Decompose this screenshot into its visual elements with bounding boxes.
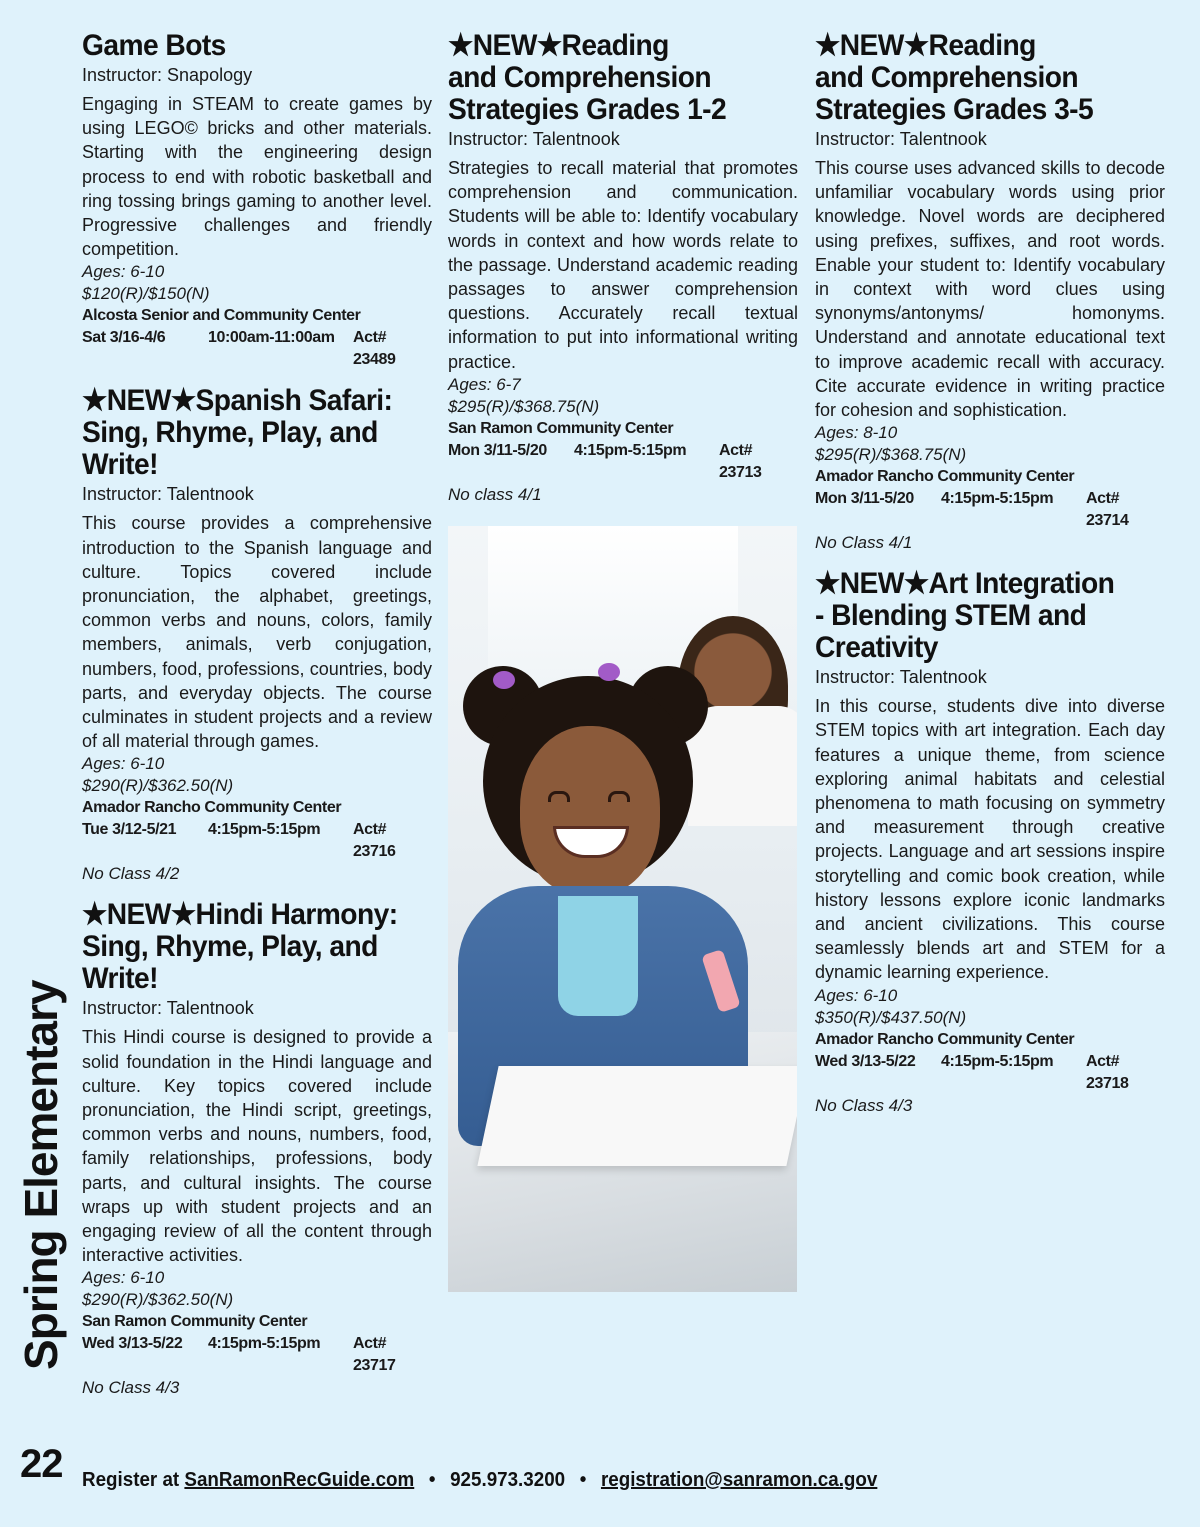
course-time: 10:00am-11:00am <box>208 329 335 347</box>
course-title-line: ★NEW★Spanish Safari: <box>82 384 393 418</box>
course-price: $295(R)/$368.75(N) <box>815 445 967 465</box>
course-time: 4:15pm-5:15pm <box>574 441 687 459</box>
course-title-line: Game Bots <box>82 29 226 62</box>
footer <box>82 1466 877 1494</box>
footer-bullet: • <box>428 1469 436 1491</box>
course-schedule <box>82 819 432 863</box>
course-price: $290(R)/$362.50(N) <box>82 776 234 796</box>
course-ages: Ages: 8-10 <box>815 423 898 443</box>
course-dates: Mon 3/11-5/20 <box>815 490 914 508</box>
course-title-line: ★NEW★Hindi Harmony: <box>82 898 398 932</box>
course-ages: Ages: 6-10 <box>82 1268 165 1288</box>
course-instructor: Instructor: Talentnook <box>815 667 987 688</box>
course-activity-number: Act# 23717 <box>353 1335 396 1375</box>
course-title <box>448 30 777 126</box>
course-activity-number: Act# 23718 <box>1086 1052 1129 1092</box>
footer-website-link[interactable]: SanRamonRecGuide.com <box>184 1469 415 1491</box>
course-title-line: Creativity <box>815 631 938 665</box>
course-title <box>815 568 1144 664</box>
course-title-line: and Comprehension <box>815 61 1079 94</box>
column-1 <box>82 30 432 1413</box>
column-2 <box>448 30 798 1292</box>
course-title-line: Write! <box>82 448 159 482</box>
course-title <box>82 899 411 995</box>
photo-face <box>520 726 660 896</box>
course-schedule <box>815 488 1165 532</box>
course-time: 4:15pm-5:15pm <box>208 1335 321 1353</box>
course-instructor: Instructor: Talentnook <box>815 129 987 149</box>
student-photo <box>448 526 797 1292</box>
course-location: Alcosta Senior and Community Center <box>82 307 361 325</box>
course-dates: Tue 3/12-5/21 <box>82 821 177 839</box>
course-activity-number: Act# 23713 <box>719 441 762 481</box>
column-3 <box>815 30 1165 1131</box>
photo-book <box>477 1066 797 1166</box>
course-note: No Class 4/3 <box>815 1095 913 1115</box>
course-ages: Ages: 6-7 <box>448 374 521 394</box>
course-location: San Ramon Community Center <box>448 419 674 437</box>
course-ages: Ages: 6-10 <box>815 985 898 1005</box>
course-title-line: - Blending STEM and <box>815 599 1087 633</box>
course-description: This Hindi course is designed to provide a solid foundation in the Hindi language and culture. Key topics covered include pronunciation, the Hindi script, greetings, common verbs and nouns, numbers, food, family relationships, professions, body parts, and cultural insights. The course wraps up with student projects and an engaging review of all the content through interactive activities. <box>82 1027 432 1266</box>
photo-eye <box>608 791 630 802</box>
course-game-bots <box>82 30 432 371</box>
course-hindi-harmony <box>82 899 432 1399</box>
course-title-line: Write! <box>82 962 159 996</box>
course-location: Amador Rancho Community Center <box>82 799 342 817</box>
course-dates: Wed 3/13-5/22 <box>815 1052 916 1070</box>
footer-bullet: • <box>579 1469 587 1491</box>
footer-email-link[interactable]: registration@sanramon.ca.gov <box>600 1469 878 1491</box>
course-note: No class 4/1 <box>448 484 542 504</box>
course-ages: Ages: 6-10 <box>82 754 165 774</box>
course-instructor: Instructor: Talentnook <box>82 998 254 1019</box>
course-time: 4:15pm-5:15pm <box>941 490 1054 508</box>
course-price: $295(R)/$368.75(N) <box>448 396 600 416</box>
footer-phone: 925.973.3200 <box>450 1469 566 1491</box>
course-ages: Ages: 6-10 <box>82 262 165 282</box>
course-location: Amador Rancho Community Center <box>815 468 1075 486</box>
course-description: Strategies to recall material that promotes comprehension and communication. Students will be able to: Identify vocabulary words in context and how words relate to the passage. Understand academic reading passages to answer comprehension questions. Accurately recall textual information to put into informational writing practice. <box>448 158 798 372</box>
course-title-line: Strategies Grades 3-5 <box>815 93 1094 126</box>
course-title-line: ★NEW★Reading <box>448 29 669 62</box>
course-reading-grades-1-2 <box>448 30 798 506</box>
course-activity-number: Act# 23716 <box>353 821 396 861</box>
course-schedule <box>82 1333 432 1377</box>
course-price: $350(R)/$437.50(N) <box>815 1007 967 1027</box>
course-instructor: Instructor: Talentnook <box>82 484 254 505</box>
course-price: $290(R)/$362.50(N) <box>82 1290 234 1310</box>
course-title-line: and Comprehension <box>448 61 712 94</box>
section-sidebar-title: Spring Elementary <box>15 980 67 1370</box>
course-art-integration <box>815 568 1165 1116</box>
course-title <box>82 30 411 62</box>
course-title-line: Strategies Grades 1-2 <box>448 93 727 126</box>
course-description: Engaging in STEAM to create games by using LEGO© bricks and other materials. Starting with the engineering design process to end with robotic basketball and ring tossing brings gaming to another level. Progressive challenges and friendly competition. <box>82 94 432 260</box>
course-note: No Class 4/1 <box>815 533 913 553</box>
course-description: This course uses advanced skills to decode unfamiliar vocabulary words using prior knowledge. Novel words are deciphered using prefixes, suffixes, and root words. Enable your student to: Identify vocabulary in context with word clues using synonyms/antonyms/ homonyms. Understand and annotate educational text to improve academic recall with accuracy. Cite accurate evidence in writing practice for cohesion and sophistication. <box>815 158 1165 421</box>
footer-register-text: Register at <box>82 1469 180 1491</box>
course-title-line: Sing, Rhyme, Play, and <box>82 930 378 964</box>
course-instructor: Instructor: Snapology <box>82 65 253 85</box>
course-schedule <box>448 440 798 484</box>
course-note: No Class 4/2 <box>82 864 180 884</box>
page-number: 22 <box>20 1442 63 1486</box>
course-reading-grades-3-5 <box>815 30 1165 554</box>
course-price: $120(R)/$150(N) <box>82 284 210 304</box>
course-activity-number: Act# 23714 <box>1086 490 1129 530</box>
course-title-line: Sing, Rhyme, Play, and <box>82 416 378 450</box>
course-title <box>815 30 1144 126</box>
course-location: San Ramon Community Center <box>82 1313 308 1331</box>
course-description: This course provides a comprehensive introduction to the Spanish language and culture. Topics covered include pronunciation, the alphabet, greetings, common verbs and nouns, colors, family members, animals, verb conjugation, numbers, food, professions, countries, body parts, and everyday objects. The course culminates in student projects and a review of all material through games. <box>82 513 432 752</box>
course-dates: Mon 3/11-5/20 <box>448 441 547 459</box>
photo-background-shirt <box>688 706 797 826</box>
course-dates: Wed 3/13-5/22 <box>82 1335 183 1353</box>
course-description: In this course, students dive into diverse STEM topics with art integration. Each day features a unique theme, from science exploring animal habitats and celestial phenomena to math focusing on symmetry and measurement through creative projects. Language and art sessions inspire storytelling and comic book creation, while history lessons explore iconic landmarks and ancient civilizations. This course seamlessly blends art and STEM for a dynamic learning experience. <box>815 696 1165 983</box>
course-schedule <box>82 327 432 371</box>
course-title-line: ★NEW★Reading <box>815 29 1036 62</box>
course-title <box>82 385 411 481</box>
photo-hair-tie <box>598 663 620 681</box>
course-note: No Class 4/3 <box>82 1378 180 1398</box>
course-instructor: Instructor: Talentnook <box>448 129 620 149</box>
photo-eye <box>548 791 570 802</box>
course-time: 4:15pm-5:15pm <box>208 821 321 839</box>
course-time: 4:15pm-5:15pm <box>941 1052 1054 1070</box>
course-location: Amador Rancho Community Center <box>815 1030 1075 1048</box>
photo-hair-tie <box>493 671 515 689</box>
course-dates: Sat 3/16-4/6 <box>82 329 166 347</box>
course-schedule <box>815 1051 1165 1095</box>
course-title-line: ★NEW★Art Integration <box>815 567 1115 601</box>
course-activity-number: Act# 23489 <box>353 329 396 369</box>
course-spanish-safari <box>82 385 432 885</box>
photo-shirt <box>558 896 638 1016</box>
